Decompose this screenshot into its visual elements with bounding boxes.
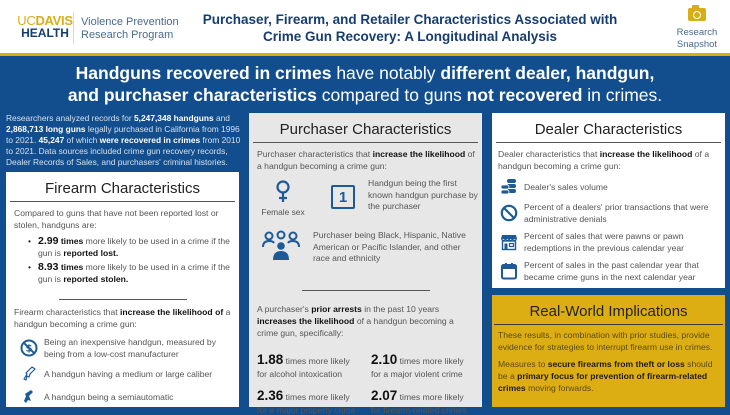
research-snapshot-badge: Research Snapshot: [667, 8, 727, 51]
panel-title: Firearm Characteristics: [44, 180, 201, 197]
female-sex-item: Female sex: [257, 180, 309, 218]
no-money-icon: [14, 339, 44, 357]
panel-title: Dealer Characteristics: [534, 121, 683, 138]
study-summary: Researchers analyzed records for 5,247,348 handguns and 2,868,713 long guns legally purchased in California from 1996 to 2021. 45,247 of which were recovered in crimes from 2010 to 2021. Data sources included crime gun recovery records, Dealer Records of Sales, and purchasers' criminal histories.: [6, 113, 241, 167]
implications-paragraph-1: These results, in combination with prior studies, provide evidence for strategies to interrupt firearm use in crimes.: [498, 330, 713, 352]
arrests-lead: A purchaser's prior arrests in the past 10 years increases the likelihood of a handgun becoming a crime gun, specifically:: [257, 304, 454, 338]
dealer-factor-list: [494, 178, 721, 283]
logo-divider: [73, 12, 74, 44]
storefront-icon: [494, 233, 524, 251]
stat-item: 2.07 times more likely for firearm-related crimes: [371, 388, 467, 415]
stat-item: 2.36 times more likely for a major property crime: [257, 388, 356, 415]
list-item: • 8.93 times more likely to be used in a crime if the gun is reported stolen.: [28, 261, 235, 285]
coin-stack-icon: [494, 178, 524, 196]
prohibited-icon: [494, 204, 524, 222]
list-item: A handgun having a medium or large caliber: [14, 365, 235, 383]
program-name: Violence Prevention Research Program: [81, 16, 179, 41]
list-item: $ Being an inexpensive handgun, measured by being from a low-cost manufacturer: [14, 336, 235, 360]
list-item: Percent of sales that were pawns or pawn redemptions in the previous calendar year: [494, 230, 721, 254]
arrest-stats: [257, 353, 478, 415]
handgun-outline-icon: [14, 365, 44, 383]
list-item: Percent of sales in the past calendar year that became crime guns in the next calendar year: [494, 259, 721, 283]
divider: [253, 142, 478, 143]
divider: [10, 201, 235, 202]
divider: [302, 290, 430, 291]
group-people-icon: [261, 230, 301, 260]
panel-title: Purchaser Characteristics: [279, 121, 452, 138]
firearm-lead-2: Firearm characteristics that increase the likelihood of a handgun becoming a crime gun:: [14, 307, 231, 329]
calendar-icon: [494, 262, 524, 280]
dealer-characteristics-panel: [492, 113, 725, 288]
implications-paragraph-2: Measures to secure firearms from theft or loss should be a primary focus for prevention of firearm-related crimes moving forwards.: [498, 359, 713, 393]
stat-item: 1.88 times more likely for alcohol intoxication: [257, 352, 350, 379]
panel-title: Real-World Implications: [529, 303, 688, 320]
firearm-factor-list: [14, 336, 235, 406]
semiautomatic-handgun-icon: [14, 388, 44, 406]
stat-item: 2.10 times more likely for a major violent crime: [371, 352, 464, 379]
svg-text:$: $: [25, 343, 33, 355]
dealer-lead: Dealer characteristics that increase the likelihood of a handgun becoming a crime gun:: [498, 149, 710, 171]
divider: [59, 299, 187, 300]
page-title: Purchaser, Firearm, and Retailer Characteristics Associated with Crime Gun Recovery: A Longitudinal Analysis: [202, 12, 618, 44]
purchaser-characteristics-panel: [249, 113, 482, 415]
firearm-lead: Compared to guns that have not been reported lost or stolen, handguns are:: [14, 208, 219, 230]
headline: Handguns recovered in crimes have notably different dealer, handgun, and purchaser characteristics compared to guns not recovered in crimes.: [67, 63, 663, 105]
list-item: A handgun being a semiautomatic: [14, 388, 235, 406]
list-item: Percent of a dealers' prior transactions that were administrative denials: [494, 201, 721, 225]
firearm-characteristics-panel: [6, 172, 239, 407]
list-item: • 2.99 times more likely to be used in a crime if the gun is reported lost.: [28, 235, 235, 259]
divider: [494, 324, 723, 325]
purchaser-factor-list: Female sex 1 Handgun being the first known handgun purchase by the purchaser Purchaser being Black, Hispanic, Native American or Pacific Islander, and other race and ethnicity: [249, 178, 482, 290]
lost-stolen-list: [28, 235, 235, 285]
header: [0, 0, 730, 54]
purchaser-lead: Purchaser characteristics that increase the likelihood of a handgun becoming a crime gun:: [257, 149, 475, 171]
female-icon: [257, 180, 309, 204]
number-one-icon: 1: [331, 185, 355, 209]
divider: [496, 142, 721, 143]
uc-davis-health-logo: UCDAVIS HEALTH: [17, 13, 73, 40]
real-world-implications-panel: [492, 295, 725, 407]
camera-icon: [688, 8, 706, 21]
list-item: Dealer's sales volume: [494, 178, 721, 196]
